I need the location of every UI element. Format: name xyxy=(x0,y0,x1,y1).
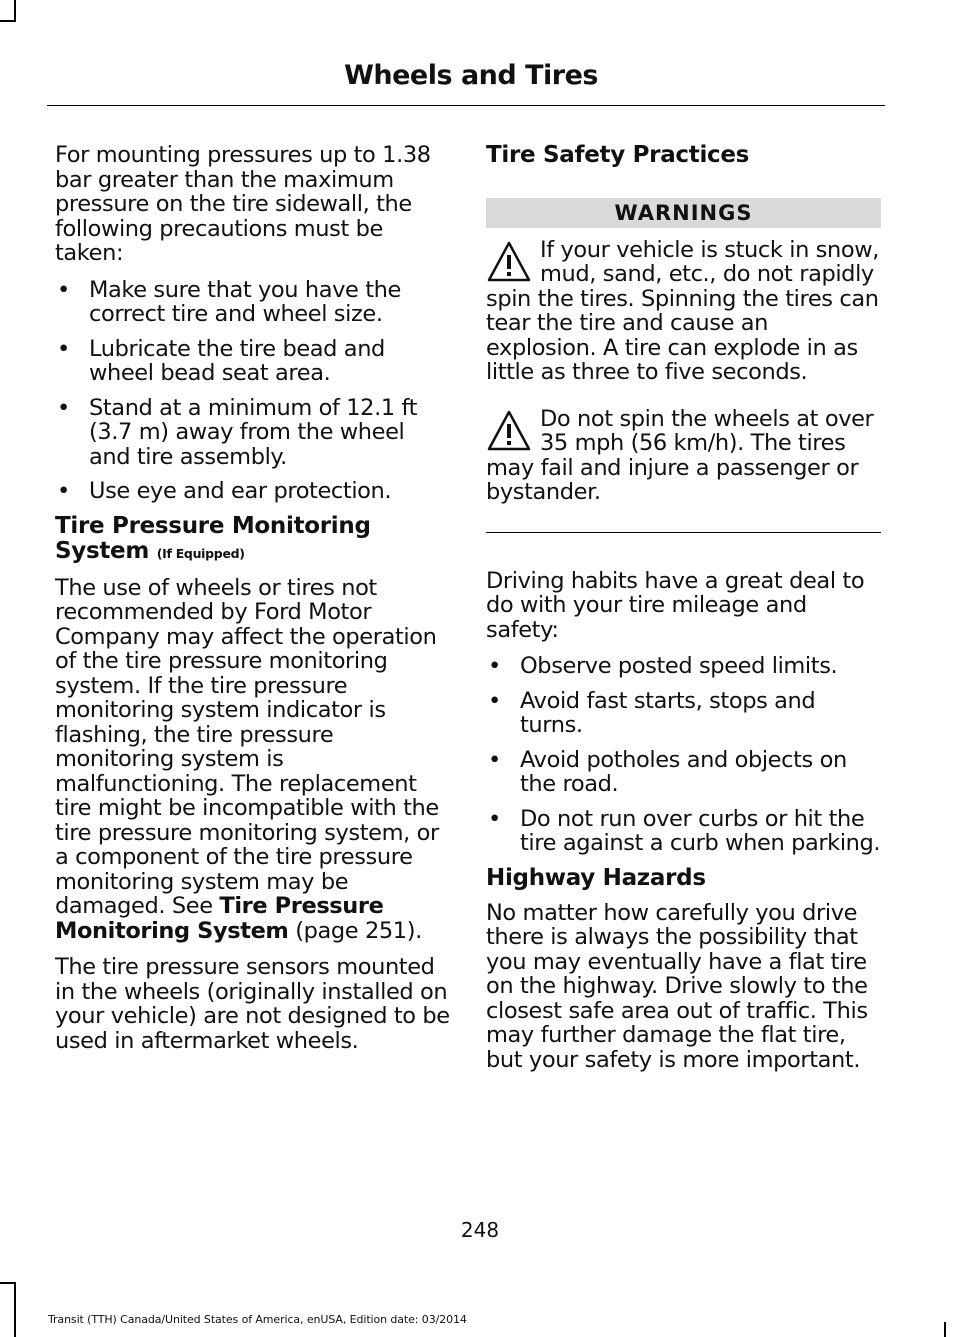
footer-edition: Transit (TTH) Canada/United States of America, enUSA, Edition date: 03/2014 xyxy=(48,1313,467,1326)
page-number: 248 xyxy=(460,1218,500,1242)
warning-triangle-icon xyxy=(486,240,532,284)
left-column xyxy=(55,143,450,1065)
page-title: Wheels and Tires xyxy=(344,60,598,91)
tpms-cross-reference-link[interactable]: Tire Pressure Monitoring System xyxy=(55,893,384,944)
list-item: • Lubricate the tire bead and wheel bead seat area. xyxy=(57,335,385,386)
list-item: • Use eye and ear protection. xyxy=(57,478,392,504)
bullet-icon: • xyxy=(488,653,501,679)
warnings-banner: WARNINGS xyxy=(486,198,881,228)
page-reference: (page 251). xyxy=(295,917,422,944)
warning-item: If your vehicle is stuck in snow, mud, sand, etc., do not rapidly spin the tires. Spinning the tires can tear the tire and cause an explosion. A tire can explode in as little as three to five seconds. xyxy=(486,236,879,385)
right-column xyxy=(486,143,881,1084)
warning-triangle-icon xyxy=(486,409,532,453)
bullet-icon: • xyxy=(57,478,70,504)
tire-safety-heading: Tire Safety Practices xyxy=(486,142,750,168)
crop-mark xyxy=(14,1282,16,1337)
bullet-icon: • xyxy=(488,805,501,832)
crop-mark xyxy=(0,1282,16,1284)
list-item: • Stand at a minimum of 12.1 ft (3.7 m) away from the wheel and tire assembly. xyxy=(57,394,418,470)
habits-list xyxy=(486,654,881,856)
warnings-divider xyxy=(486,532,881,533)
heading-note: (If Equipped) xyxy=(156,545,245,561)
list-item: • Observe posted speed limits. xyxy=(488,653,838,679)
sensors-paragraph: The tire pressure sensors mounted in the wheels (originally installed on your vehicle) are not designed to be used in aftermarket wheels. xyxy=(55,954,450,1054)
header-divider xyxy=(47,105,885,106)
list-item: • Avoid fast starts, stops and turns. xyxy=(488,687,816,738)
tpms-heading: Tire Pressure Monitoring System (If Equipped) xyxy=(55,512,371,564)
precaution-list xyxy=(55,278,450,504)
bullet-icon: • xyxy=(57,394,70,421)
list-item: • Avoid potholes and objects on the road. xyxy=(488,746,847,797)
list-item: • Do not run over curbs or hit the tire against a curb when parking. xyxy=(488,805,881,856)
bullet-icon: • xyxy=(488,687,501,714)
habits-intro: Driving habits have a great deal to do with your tire mileage and safety: xyxy=(486,567,865,643)
crop-mark xyxy=(944,1322,946,1337)
bullet-icon: • xyxy=(57,335,70,362)
list-item: • Make sure that you have the correct tire and wheel size. xyxy=(57,276,401,327)
bullet-icon: • xyxy=(57,276,70,303)
hazards-paragraph: No matter how carefully you drive there is always the possibility that you may eventually have a flat tire on the highway. Drive slowly to the closest safe area out of traffic. This may further damage the flat tire, but your safety is more important. xyxy=(486,899,868,1073)
crop-mark xyxy=(14,0,16,20)
warning-item: Do not spin the wheels at over 35 mph (56 km/h). The tires may fail and injure a passenger or bystander. xyxy=(486,405,874,505)
tpms-paragraph: The use of wheels or tires not recommended by Ford Motor Company may affect the operation of the tire pressure monitoring system. If the tire pressure monitoring system indicator is flashing, the tire pressure monitoring system is malfunctioning. The replacement tire might be incompatible with the tire pressure monitoring system, or a component of the tire pressure monitoring system may be damaged. See Tire Pressure Monitoring System (page 251). xyxy=(55,574,439,944)
mounting-intro: For mounting pressures up to 1.38 bar greater than the maximum pressure on the tire sidewall, the following precautions must be taken: xyxy=(55,142,431,266)
bullet-icon: • xyxy=(488,746,501,773)
crop-mark xyxy=(0,20,16,22)
highway-hazards-heading: Highway Hazards xyxy=(486,864,706,891)
